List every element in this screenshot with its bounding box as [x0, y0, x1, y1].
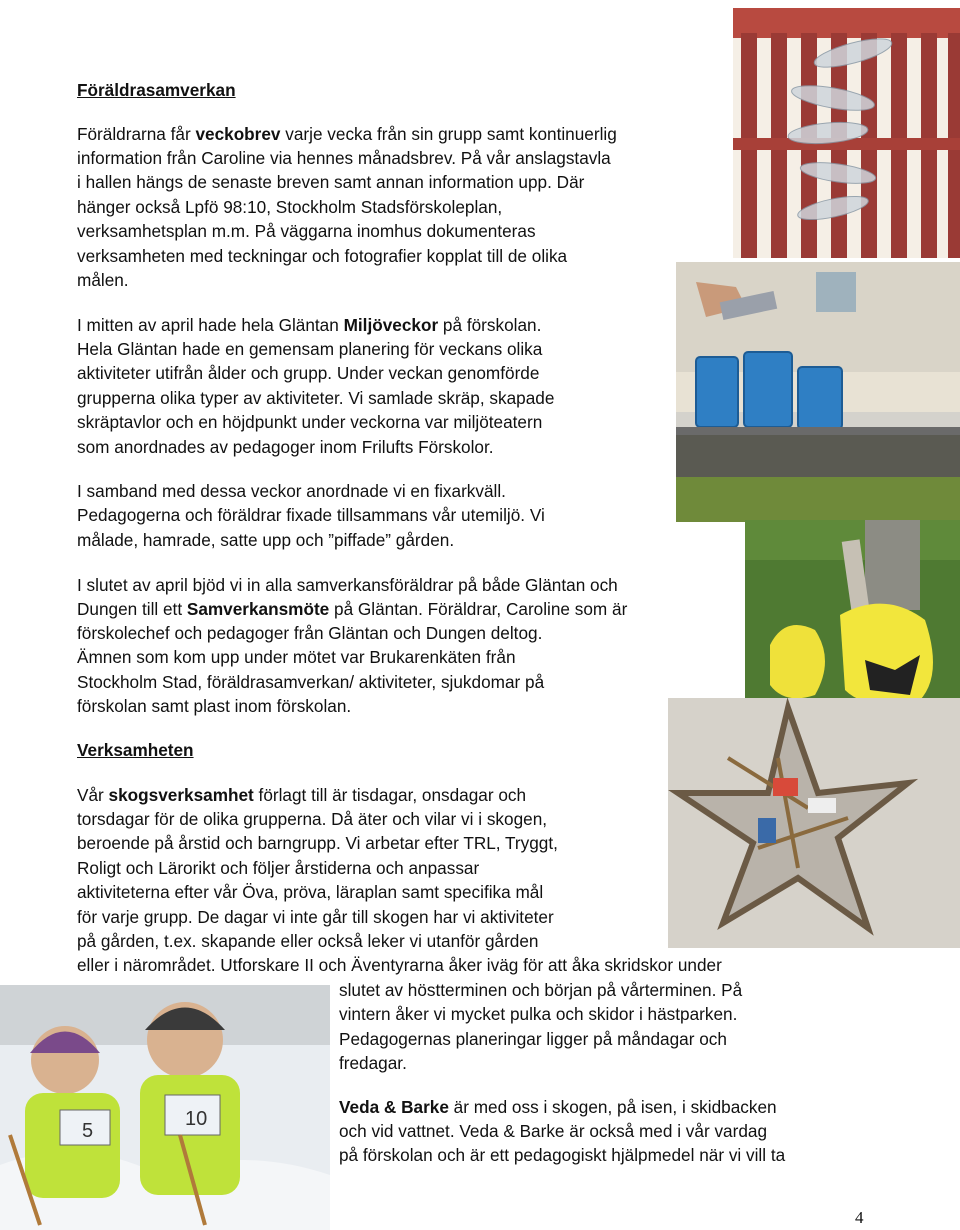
paragraph-line: skräptavlor och en höjdpunkt under veckorna var miljöteatern [77, 412, 543, 433]
section-heading-foraldrasamverkan: Föräldrasamverkan [77, 80, 236, 100]
text-run: är med oss i skogen, på isen, i skidbacken [448, 1097, 777, 1117]
bold-run: veckobrev [195, 124, 281, 144]
page-number: 4 [855, 1208, 864, 1227]
bold-run: Veda & Barke [339, 1097, 449, 1117]
paragraph-line: aktiviteter utifrån ålder och grupp. Under veckan genomförde [77, 363, 540, 384]
paragraph-line: beroende på årstid och barngrupp. Vi arbetar efter TRL, Tryggt, [77, 833, 558, 854]
paragraph-line: målade, hamrade, satte upp och ”piffade” gården. [77, 529, 455, 550]
paragraph-line: för varje grupp. De dagar vi inte går till skogen har vi aktiviteter [77, 906, 554, 927]
paragraph-line: som anordnades av pedagoger inom Frilufts Förskolor. [77, 436, 494, 457]
trash-bags-photo [745, 520, 960, 720]
trash-star-photo [668, 698, 960, 948]
paragraph-line [339, 1095, 777, 1119]
paragraph-line: fredagar. [339, 1053, 407, 1074]
text-run: I mitten av april hade hela Gläntan [77, 315, 344, 335]
paragraph-line: på gården, t.ex. skapande eller också leker vi utanför gården [77, 931, 539, 951]
paragraph-line: I samband med dessa veckor anordnade vi en fixarkväll. [77, 481, 506, 501]
text-run: Dungen till ett [77, 599, 187, 619]
text-run: på förskolan. [438, 315, 542, 335]
paragraph-line: målen. [77, 270, 129, 290]
paragraph-line [77, 597, 627, 621]
section-heading-verksamheten: Verksamheten [77, 740, 194, 760]
paragraph-line: I slutet av april bjöd vi in alla samverkansföräldrar på både Gläntan och [77, 575, 618, 595]
text-run: förlagt till är tisdagar, onsdagar och [253, 785, 527, 805]
bold-run: Samverkansmöte [186, 599, 330, 619]
paragraph-line: Pedagogernas planeringar ligger på måndagar och [339, 1028, 727, 1049]
dolls-in-snow-photo [0, 985, 330, 1230]
paragraph-line: Roligt och Lärorikt och följer årstiderna och anpassar [77, 857, 480, 878]
paragraph-line: slutet av höstterminen och början på vårterminen. På [339, 980, 743, 1000]
paragraph-line: förskolechef och pedagoger från Gläntan och Dungen deltog. [77, 623, 543, 643]
paragraph-line: Pedagogerna och föräldrar fixade tillsammans vår utemiljö. Vi [77, 505, 545, 526]
paragraph-line [77, 313, 541, 337]
paragraph-line: eller i närområdet. Utforskare II och Äventyrarna åker iväg för att åka skridskor under [77, 955, 722, 976]
text-run: Vår [77, 785, 109, 805]
paragraph-line: hänger också Lpfö 98:10, Stockholm Stadsförskoleplan, [77, 196, 503, 217]
text-run: Föräldrarna får [77, 124, 196, 144]
text-run: på Gläntan. Föräldrar, Caroline som är [329, 599, 628, 619]
paragraph-line: information från Caroline via hennes månadsbrev. På vår anslagstavla [77, 148, 611, 168]
paragraph-line: och vid vattnet. Veda & Barke är också med i vår vardag [339, 1121, 767, 1141]
paragraph-line: Stockholm Stad, föräldrasamverkan/ aktiviteter, sjukdomar på [77, 671, 545, 692]
paragraph-line: grupperna olika typer av aktiviteter. Vi samlade skräp, skapade [77, 387, 555, 408]
paragraph-line: vintern åker vi mycket pulka och skidor i hästparken. [339, 1004, 738, 1025]
paragraph-line: förskolan samt plast inom förskolan. [77, 696, 352, 717]
paragraph-line [77, 122, 617, 146]
painted-cans-photo [676, 262, 960, 522]
bold-run: skogsverksamhet [108, 785, 254, 805]
paragraph-line [77, 783, 526, 807]
paragraph-line: aktiviteterna efter vår Öva, pröva, läraplan samt specifika mål [77, 882, 544, 903]
paragraph-line: i hallen hängs de senaste breven samt annan information upp. Där [77, 172, 585, 193]
paragraph-line: verksamhetsplan m.m. På väggarna inomhus dokumenteras [77, 221, 536, 242]
paragraph-line: Hela Gläntan hade en gemensam planering för veckans olika [77, 339, 543, 359]
paragraph-line: verksamheten med teckningar och fotografier kopplat till de olika [77, 245, 568, 266]
bold-run: Miljöveckor [343, 315, 439, 335]
paragraph-line: Ämnen som kom upp under mötet var Brukarenkäten från [77, 647, 516, 668]
paragraph-line: torsdagar för de olika grupperna. Då äter och vilar vi i skogen, [77, 809, 548, 829]
bottles-on-fence-photo [733, 8, 960, 258]
text-run: varje vecka från sin grupp samt kontinuerlig [280, 124, 617, 144]
doll-tag-right: 10 [185, 1108, 208, 1130]
doll-tag-left: 5 [82, 1120, 94, 1142]
paragraph-line: på förskolan och är ett pedagogiskt hjälpmedel när vi vill ta [339, 1145, 786, 1166]
